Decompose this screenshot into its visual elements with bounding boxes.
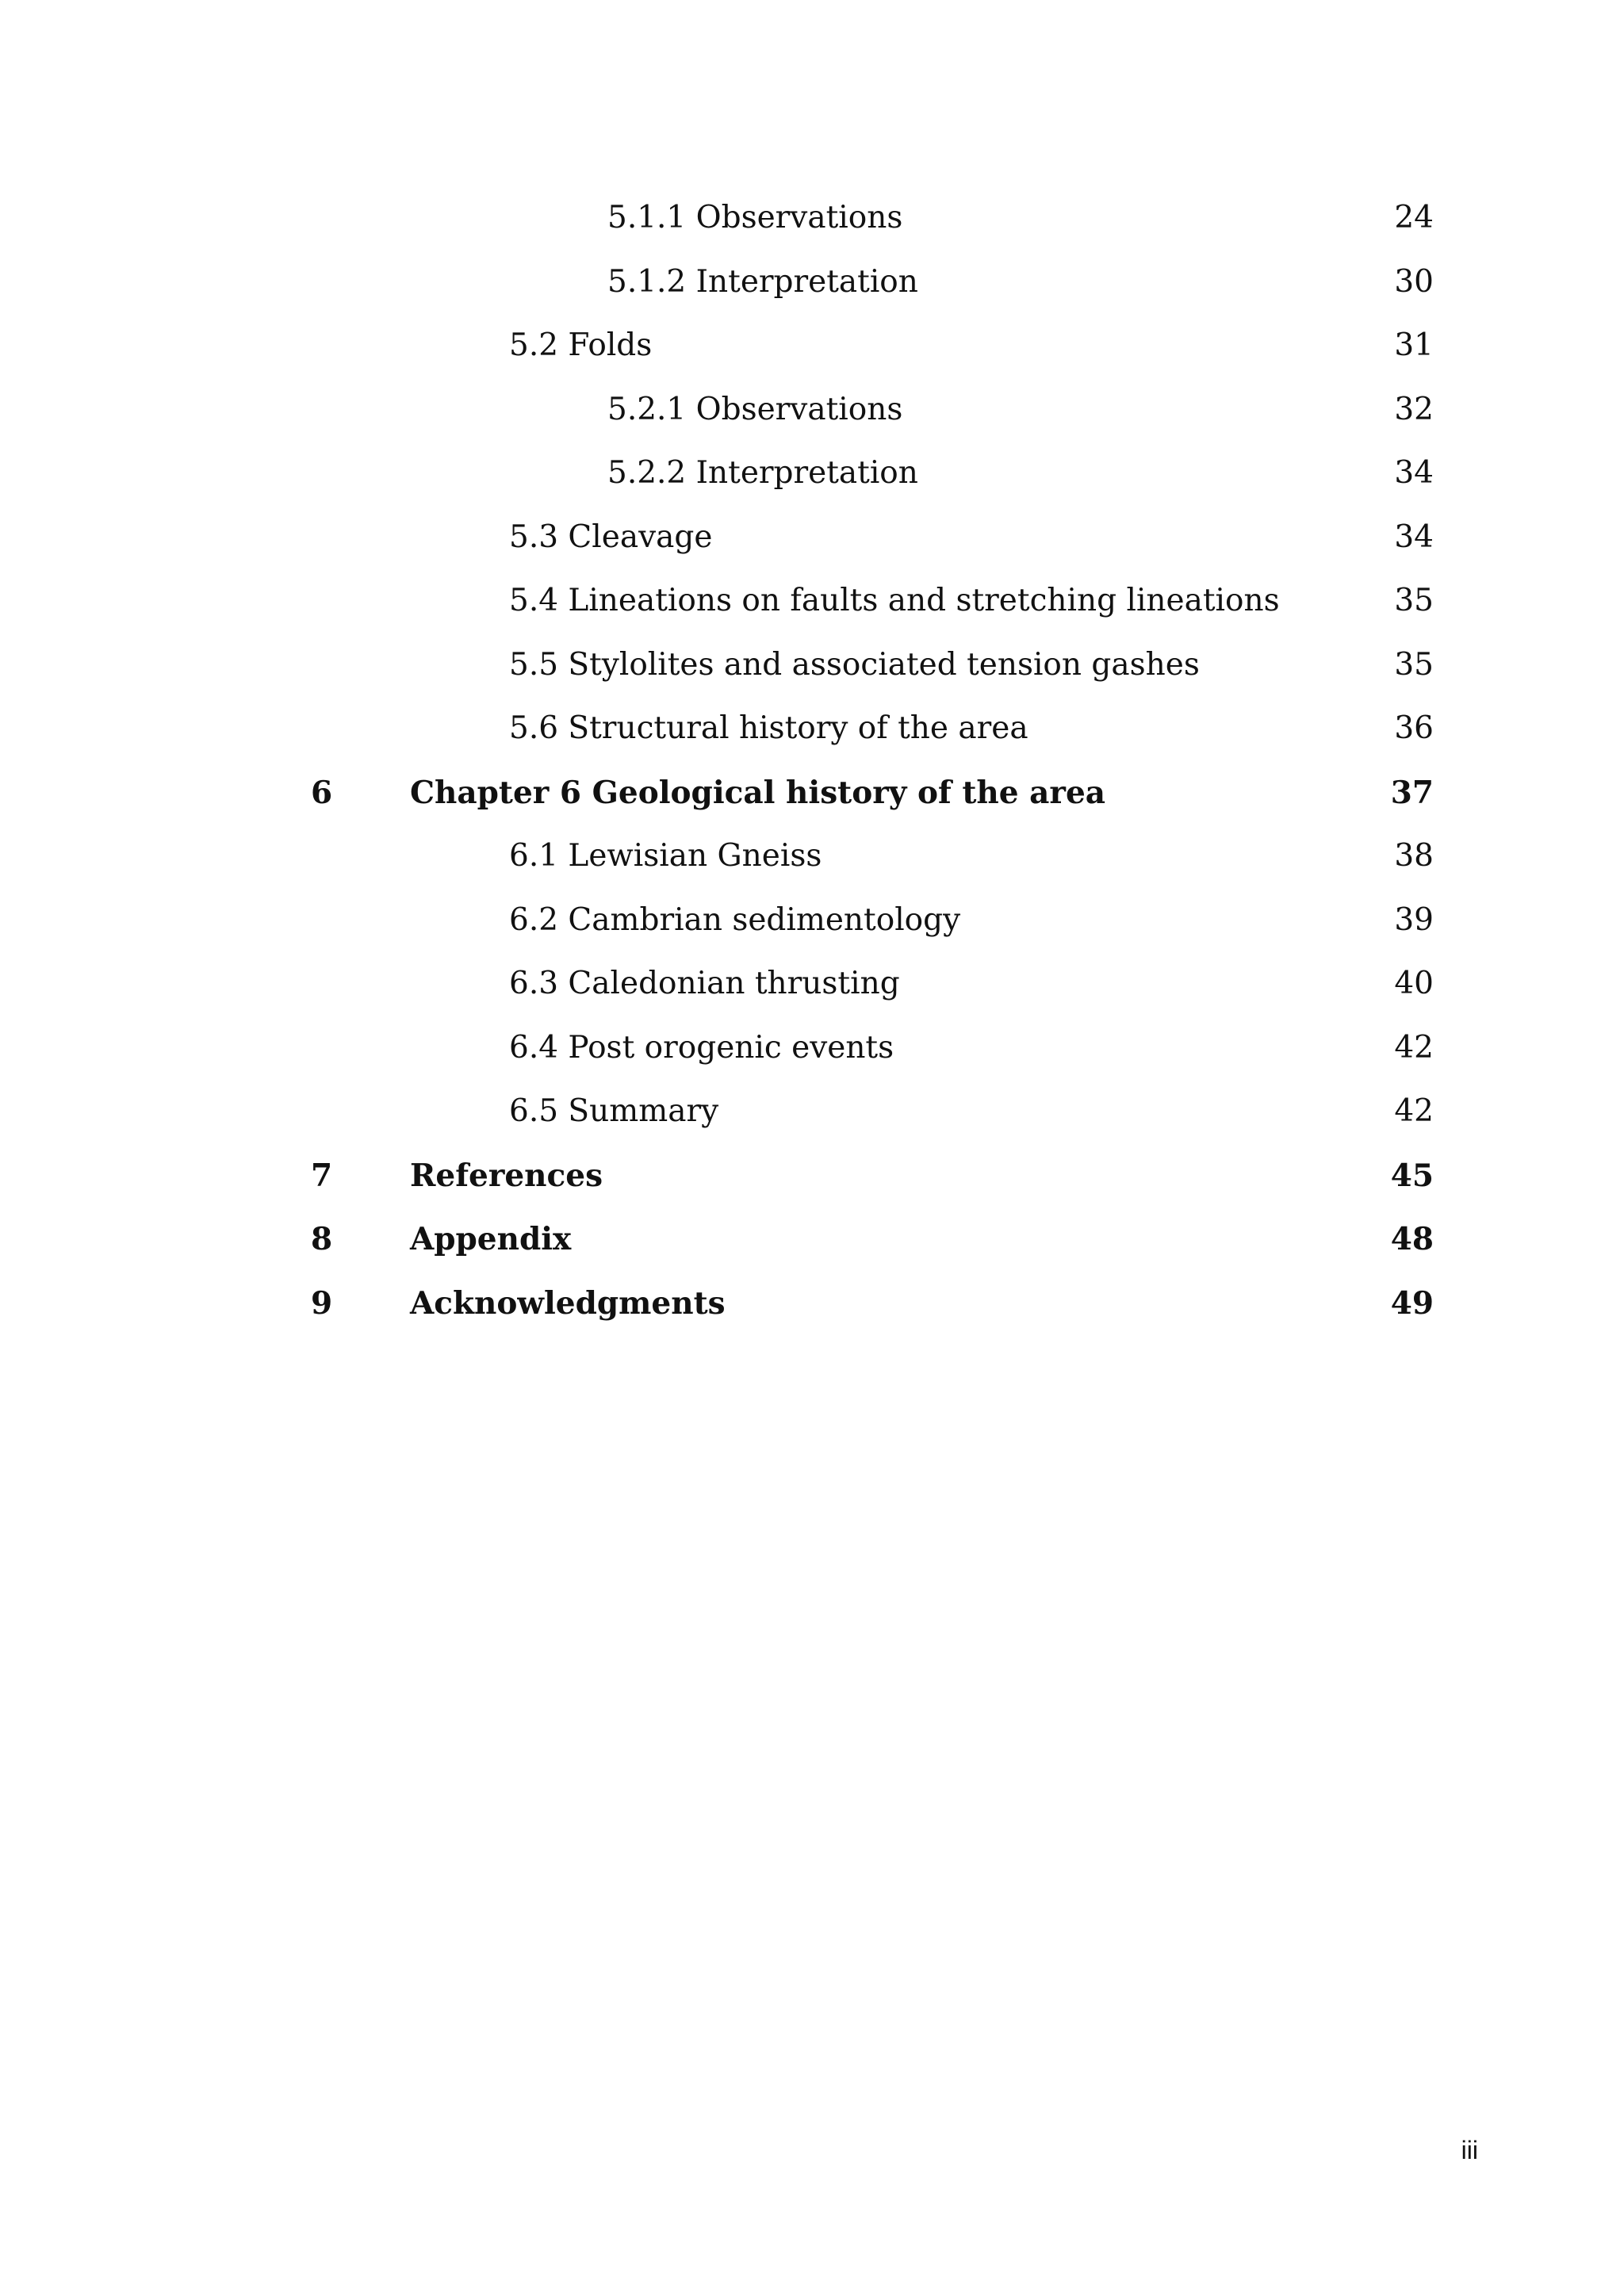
toc-entry-page: 34 [1394,455,1434,491]
toc-entry-page: 24 [1394,200,1434,235]
toc-entry-title[interactable]: 6.2 Cambrian sedimentology [509,902,961,938]
toc-entry-page: 40 [1394,966,1434,1001]
toc-entry-number: 9 [311,1285,333,1322]
toc-entry-title[interactable]: 5.6 Structural history of the area [509,710,1028,746]
toc-entry-title[interactable]: 6.5 Summary [509,1093,719,1129]
toc-entry-title[interactable]: 5.5 Stylolites and associated tension gashes [509,647,1200,683]
toc-entry-number: 8 [311,1221,333,1257]
toc-entry-page: 31 [1394,327,1434,363]
page-number: iii [1461,2136,1478,2164]
toc-entry-title[interactable]: 5.2.1 Observations [607,392,903,427]
toc-entry-number: 7 [311,1158,333,1194]
toc-entry-page: 32 [1394,392,1434,427]
toc-section-entry[interactable] [0,1016,1624,1080]
toc-entry-title[interactable]: 5.1.2 Interpretation [607,264,918,300]
toc-chapter-entry[interactable] [0,1144,1624,1207]
toc-entry-title[interactable]: 5.2 Folds [509,327,653,363]
toc-entry-title[interactable]: 5.2.2 Interpretation [607,455,918,491]
toc-entry-page: 35 [1394,647,1434,683]
toc-section-entry[interactable] [0,825,1624,888]
toc-section-entry[interactable] [0,633,1624,697]
toc-section-entry[interactable] [0,442,1624,505]
toc-entry-title[interactable]: References [410,1158,603,1194]
toc-entry-title[interactable]: Acknowledgments [410,1285,726,1322]
toc-section-entry[interactable] [0,569,1624,633]
toc-section-entry[interactable] [0,889,1624,952]
toc-entry-page: 38 [1394,838,1434,874]
toc-entry-page: 35 [1394,583,1434,618]
toc-section-entry[interactable] [0,506,1624,569]
toc-chapter-entry[interactable] [0,1272,1624,1335]
toc-entry-title[interactable]: 6.3 Caledonian thrusting [509,966,900,1001]
toc-entry-page: 49 [1390,1285,1434,1322]
toc-section-entry[interactable] [0,697,1624,760]
toc-entry-title[interactable]: 5.1.1 Observations [607,200,903,235]
toc-entry-title[interactable]: Appendix [410,1221,572,1257]
toc-section-entry[interactable] [0,952,1624,1016]
toc-entry-title[interactable]: 5.4 Lineations on faults and stretching lineations [509,583,1280,618]
toc-entry-title[interactable]: 6.1 Lewisian Gneiss [509,838,822,874]
toc-section-entry[interactable] [0,1080,1624,1143]
toc-section-entry[interactable] [0,186,1624,250]
toc-entry-page: 36 [1394,710,1434,746]
toc-entry-page: 42 [1394,1030,1434,1066]
toc-entry-number: 6 [311,775,333,811]
toc-chapter-entry[interactable] [0,1207,1624,1271]
toc-entry-title[interactable]: 6.4 Post orogenic events [509,1030,894,1066]
toc-entry-title[interactable]: Chapter 6 Geological history of the area [410,775,1106,811]
toc-entry-page: 45 [1390,1158,1434,1194]
toc-entry-page: 37 [1390,775,1434,811]
toc-entry-page: 39 [1394,902,1434,938]
toc-entry-title[interactable]: 5.3 Cleavage [509,519,713,555]
toc-entry-page: 48 [1390,1221,1434,1257]
toc-section-entry[interactable] [0,314,1624,377]
toc-section-entry[interactable] [0,251,1624,314]
toc-entry-page: 34 [1394,519,1434,555]
toc-entry-page: 30 [1394,264,1434,300]
toc-chapter-entry[interactable] [0,761,1624,825]
toc-section-entry[interactable] [0,378,1624,442]
toc-entry-page: 42 [1394,1093,1434,1129]
